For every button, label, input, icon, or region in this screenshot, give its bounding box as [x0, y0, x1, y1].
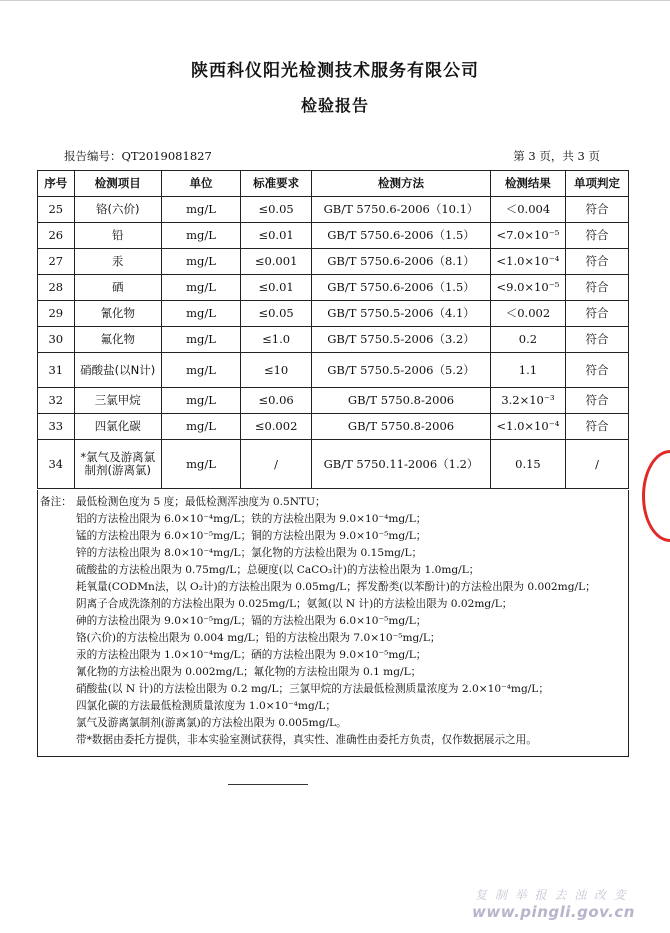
- cell-item: 铬(六价): [74, 197, 161, 223]
- cell-method: GB/T 5750.6-2006（8.1）: [312, 249, 491, 275]
- cell-unit: mg/L: [161, 327, 240, 353]
- cell-verdict: 符合: [566, 223, 629, 249]
- note-line: 汞的方法检出限为 1.0×10⁻⁴mg/L；硒的方法检出限为 9.0×10⁻⁵mg/L；: [76, 649, 427, 661]
- cell-verdict: 符合: [566, 275, 629, 301]
- cell-result: ＜0.004: [490, 197, 565, 223]
- page-info: 第 3 页，共 3 页: [513, 149, 600, 163]
- table-header-row: [38, 171, 629, 197]
- table-row: [38, 388, 629, 414]
- cell-result: 1.1: [490, 353, 565, 388]
- notes-box: [37, 490, 629, 757]
- note-line: 氰化物的方法检出限为 0.002mg/L；氟化物的方法检出限为 0.1 mg/L；: [76, 666, 422, 678]
- results-table: [37, 170, 629, 489]
- col-header-item: 检测项目: [74, 171, 161, 197]
- cell-method: GB/T 5750.6-2006（10.1）: [312, 197, 491, 223]
- cell-method: GB/T 5750.8-2006: [312, 388, 491, 414]
- cell-requirement: ≤10: [241, 353, 312, 388]
- cell-no: 33: [38, 414, 75, 440]
- col-header-no: 序号: [38, 171, 75, 197]
- cell-item: 硒: [74, 275, 161, 301]
- cell-unit: mg/L: [161, 440, 240, 489]
- cell-item: 氟化物: [74, 327, 161, 353]
- note-line: 砷的方法检出限为 9.0×10⁻⁵mg/L；镉的方法检出限为 6.0×10⁻⁵mg/L；: [76, 615, 427, 627]
- cell-verdict: 符合: [566, 414, 629, 440]
- signature-line: [228, 784, 308, 785]
- cell-verdict: 符合: [566, 388, 629, 414]
- cell-item: 汞: [74, 249, 161, 275]
- cell-item: *氯气及游离氯制剂(游离氯): [74, 440, 161, 489]
- cell-requirement: ≤0.01: [241, 223, 312, 249]
- col-header-requirement: 标准要求: [241, 171, 312, 197]
- cell-item: 三氯甲烷: [74, 388, 161, 414]
- note-line: 锌的方法检出限为 8.0×10⁻⁴mg/L；氯化物的方法检出限为 0.15mg/L；: [76, 547, 423, 559]
- cell-verdict: 符合: [566, 353, 629, 388]
- cell-result: 0.2: [490, 327, 565, 353]
- note-line: 阴离子合成洗涤剂的方法检出限为 0.025mg/L；氨氮(以 N 计)的方法检出限为 0.02mg/L；: [76, 598, 513, 610]
- table-row: [38, 327, 629, 353]
- cell-requirement: ≤0.002: [241, 414, 312, 440]
- cell-requirement: ≤0.06: [241, 388, 312, 414]
- table-row: [38, 301, 629, 327]
- red-seal-stamp: [642, 450, 670, 542]
- cell-requirement: /: [241, 440, 312, 489]
- cell-no: 34: [38, 440, 75, 489]
- cell-result: 0.15: [490, 440, 565, 489]
- cell-no: 30: [38, 327, 75, 353]
- watermark-slogan: 复 制 举 报 去 浊 改 变: [475, 888, 628, 902]
- cell-requirement: ≤0.01: [241, 275, 312, 301]
- cell-result: 3.2×10⁻³: [490, 388, 565, 414]
- table-row: [38, 275, 629, 301]
- cell-verdict: 符合: [566, 327, 629, 353]
- cell-method: GB/T 5750.5-2006（3.2）: [312, 327, 491, 353]
- cell-unit: mg/L: [161, 301, 240, 327]
- table-row: [38, 197, 629, 223]
- report-number: 报告编号：QT2019081827: [64, 149, 212, 163]
- cell-unit: mg/L: [161, 223, 240, 249]
- cell-no: 28: [38, 275, 75, 301]
- cell-item: 四氯化碳: [74, 414, 161, 440]
- cell-unit: mg/L: [161, 275, 240, 301]
- cell-method: GB/T 5750.11-2006（1.2）: [312, 440, 491, 489]
- notes-label: 备注：: [40, 496, 72, 508]
- cell-no: 31: [38, 353, 75, 388]
- cell-verdict: /: [566, 440, 629, 489]
- cell-method: GB/T 5750.8-2006: [312, 414, 491, 440]
- cell-verdict: 符合: [566, 301, 629, 327]
- table-row: [38, 440, 629, 489]
- cell-result: <9.0×10⁻⁵: [490, 275, 565, 301]
- table-row: [38, 353, 629, 388]
- cell-verdict: 符合: [566, 249, 629, 275]
- cell-result: <7.0×10⁻⁵: [490, 223, 565, 249]
- cell-method: GB/T 5750.6-2006（1.5）: [312, 223, 491, 249]
- cell-no: 27: [38, 249, 75, 275]
- cell-verdict: 符合: [566, 197, 629, 223]
- note-line: 铝的方法检出限为 6.0×10⁻⁴mg/L；铁的方法检出限为 9.0×10⁻⁴mg/L；: [76, 513, 427, 525]
- cell-method: GB/T 5750.5-2006（4.1）: [312, 301, 491, 327]
- cell-no: 32: [38, 388, 75, 414]
- note-line: 带*数据由委托方提供，非本实验室测试获得，真实性、准确性由委托方负责，仅作数据展示之用。: [76, 734, 537, 746]
- col-header-verdict: 单项判定: [566, 171, 629, 197]
- cell-unit: mg/L: [161, 388, 240, 414]
- note-line: 铬(六价)的方法检出限为 0.004 mg/L；铅的方法检出限为 7.0×10⁻⁵mg/L；: [76, 632, 441, 644]
- cell-requirement: ≤0.05: [241, 197, 312, 223]
- table-row: [38, 414, 629, 440]
- cell-result: ＜0.002: [490, 301, 565, 327]
- note-line: 四氯化碳的方法最低检测质量浓度为 1.0×10⁻⁴mg/L；: [76, 700, 336, 712]
- company-name: 陕西科仪阳光检测技术服务有限公司: [191, 61, 479, 81]
- report-title: 检验报告: [300, 96, 369, 115]
- note-line: 耗氧量(CODMn法，以 O₂计)的方法检出限为 0.05mg/L；挥发酚类(以苯酚计)的方法检出限为 0.002mg/L；: [76, 581, 596, 593]
- cell-item: 氰化物: [74, 301, 161, 327]
- table-row: [38, 223, 629, 249]
- cell-unit: mg/L: [161, 249, 240, 275]
- cell-unit: mg/L: [161, 414, 240, 440]
- cell-unit: mg/L: [161, 353, 240, 388]
- note-line: 硫酸盐的方法检出限为 0.75mg/L；总硬度(以 CaCO₃计)的方法检出限为 1.0mg/L；: [76, 564, 480, 576]
- cell-requirement: ≤1.0: [241, 327, 312, 353]
- cell-no: 26: [38, 223, 75, 249]
- note-line: 氯气及游离氯制剂(游离氯)的方法检出限为 0.005mg/L。: [76, 717, 347, 729]
- cell-method: GB/T 5750.6-2006（1.5）: [312, 275, 491, 301]
- note-line: 最低检测色度为 5 度；最低检测浑浊度为 0.5NTU；: [76, 496, 326, 508]
- col-header-result: 检测结果: [490, 171, 565, 197]
- cell-no: 29: [38, 301, 75, 327]
- cell-requirement: ≤0.001: [241, 249, 312, 275]
- top-border-line: [0, 0, 670, 1]
- col-header-unit: 单位: [161, 171, 240, 197]
- cell-requirement: ≤0.05: [241, 301, 312, 327]
- table-row: [38, 249, 629, 275]
- cell-result: <1.0×10⁻⁴: [490, 414, 565, 440]
- col-header-method: 检测方法: [312, 171, 491, 197]
- cell-no: 25: [38, 197, 75, 223]
- watermark-url: www.pingli.gov.cn: [472, 903, 635, 921]
- note-line: 硝酸盐(以 N 计)的方法检出限为 0.2 mg/L；三氯甲烷的方法最低检测质量浓度为 2.0×10⁻⁴mg/L；: [76, 683, 549, 695]
- cell-item: 硝酸盐(以N计): [74, 353, 161, 388]
- cell-method: GB/T 5750.5-2006（5.2）: [312, 353, 491, 388]
- cell-unit: mg/L: [161, 197, 240, 223]
- cell-result: <1.0×10⁻⁴: [490, 249, 565, 275]
- cell-item: 铅: [74, 223, 161, 249]
- note-line: 锰的方法检出限为 6.0×10⁻⁵mg/L；铜的方法检出限为 9.0×10⁻⁵mg/L；: [76, 530, 427, 542]
